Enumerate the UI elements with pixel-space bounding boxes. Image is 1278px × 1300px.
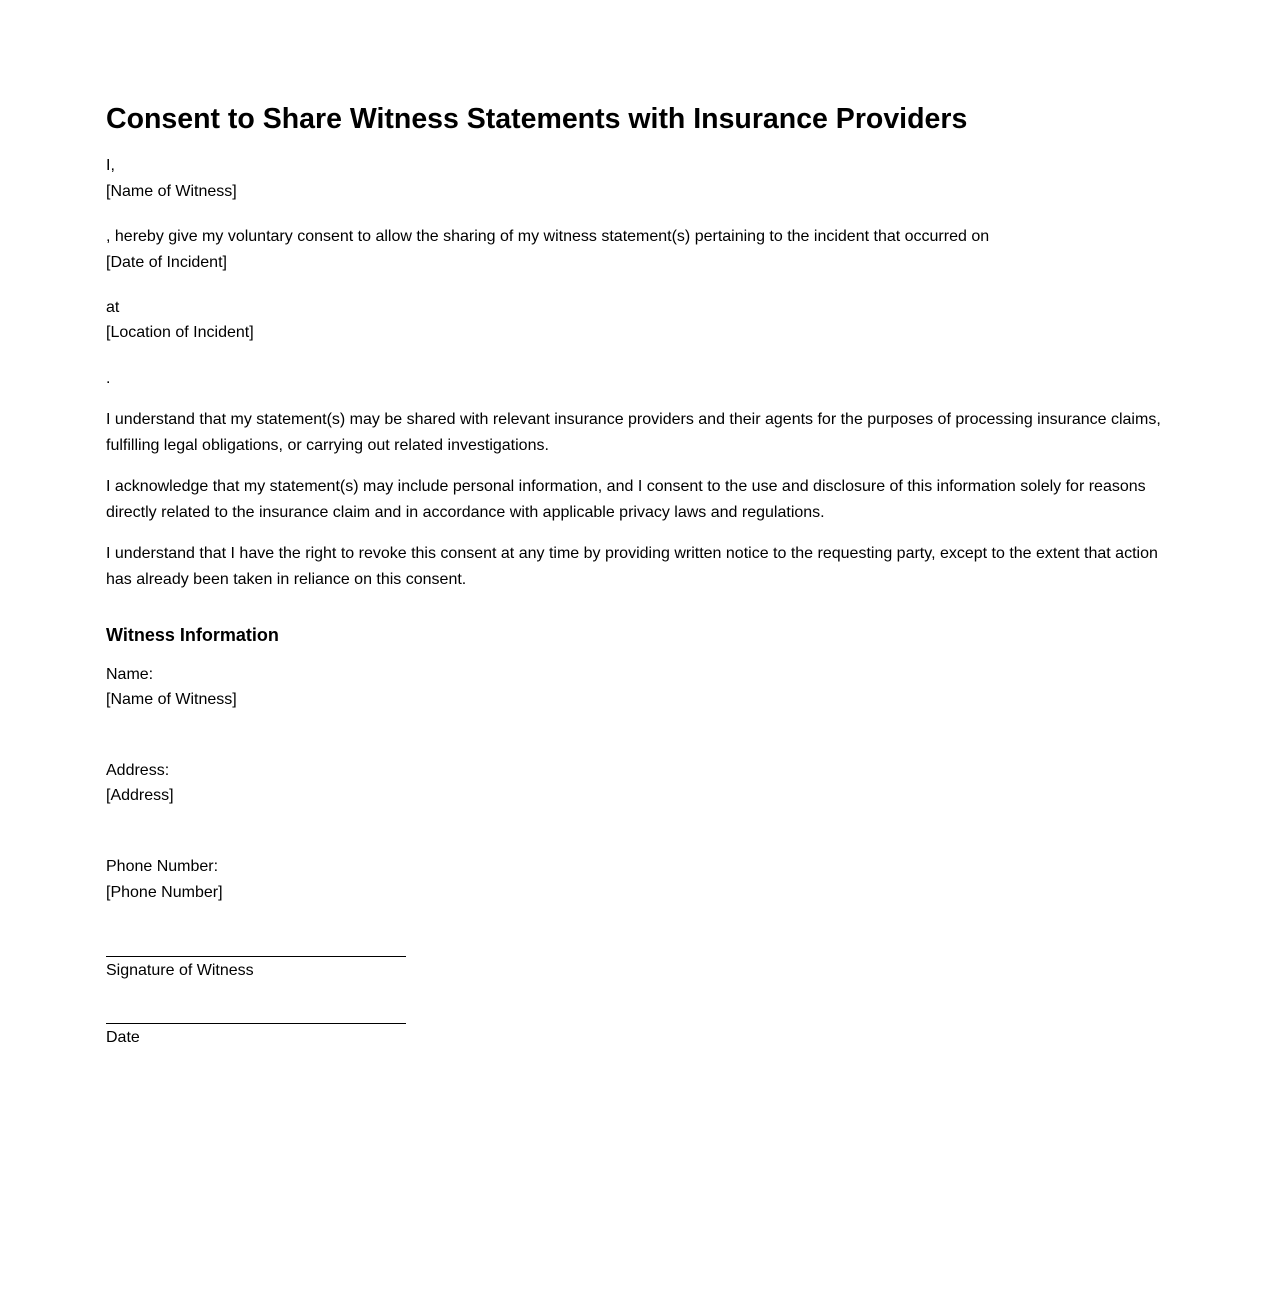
phone-value: [Phone Number] — [106, 884, 223, 901]
sentence-period: . — [106, 370, 111, 387]
incident-date-placeholder: [Date of Incident] — [106, 254, 227, 271]
paragraph-sharing: I understand that my statement(s) may be shared with relevant insurance providers and their agents for the purposes of processing insurance claims, fulfilling legal obligations, or carrying out related investigations. — [106, 411, 1161, 454]
date-line — [106, 1023, 406, 1024]
document-title: Consent to Share Witness Statements with Insurance Providers — [106, 103, 968, 135]
at-text: at — [106, 299, 120, 316]
witness-information-heading: Witness Information — [106, 625, 279, 645]
name-value: [Name of Witness] — [106, 691, 237, 708]
paragraph-revocation: I understand that I have the right to revoke this consent at any time by providing written notice to the requesting party, except to the extent that action has already been taken in reliance on this consent. — [106, 545, 1158, 588]
incident-location-placeholder: [Location of Incident] — [106, 324, 254, 341]
signature-label: Signature of Witness — [106, 962, 254, 979]
signature-line — [106, 956, 406, 957]
address-label: Address: — [106, 762, 170, 779]
date-label: Date — [106, 1029, 140, 1046]
paragraph-personal-info: I acknowledge that my statement(s) may include personal information, and I consent to the use and disclosure of this information solely for reasons directly related to the insurance claim and in accordance with applicable privacy laws and regulations. — [106, 478, 1146, 521]
name-label: Name: — [106, 666, 154, 683]
phone-label: Phone Number: — [106, 858, 219, 875]
address-value: [Address] — [106, 787, 174, 804]
witness-name-placeholder: [Name of Witness] — [106, 183, 237, 200]
consent-statement: , hereby give my voluntary consent to allow the sharing of my witness statement(s) pertaining to the incident that occurred on — [106, 228, 990, 245]
intro-pronoun: I, — [106, 157, 115, 174]
